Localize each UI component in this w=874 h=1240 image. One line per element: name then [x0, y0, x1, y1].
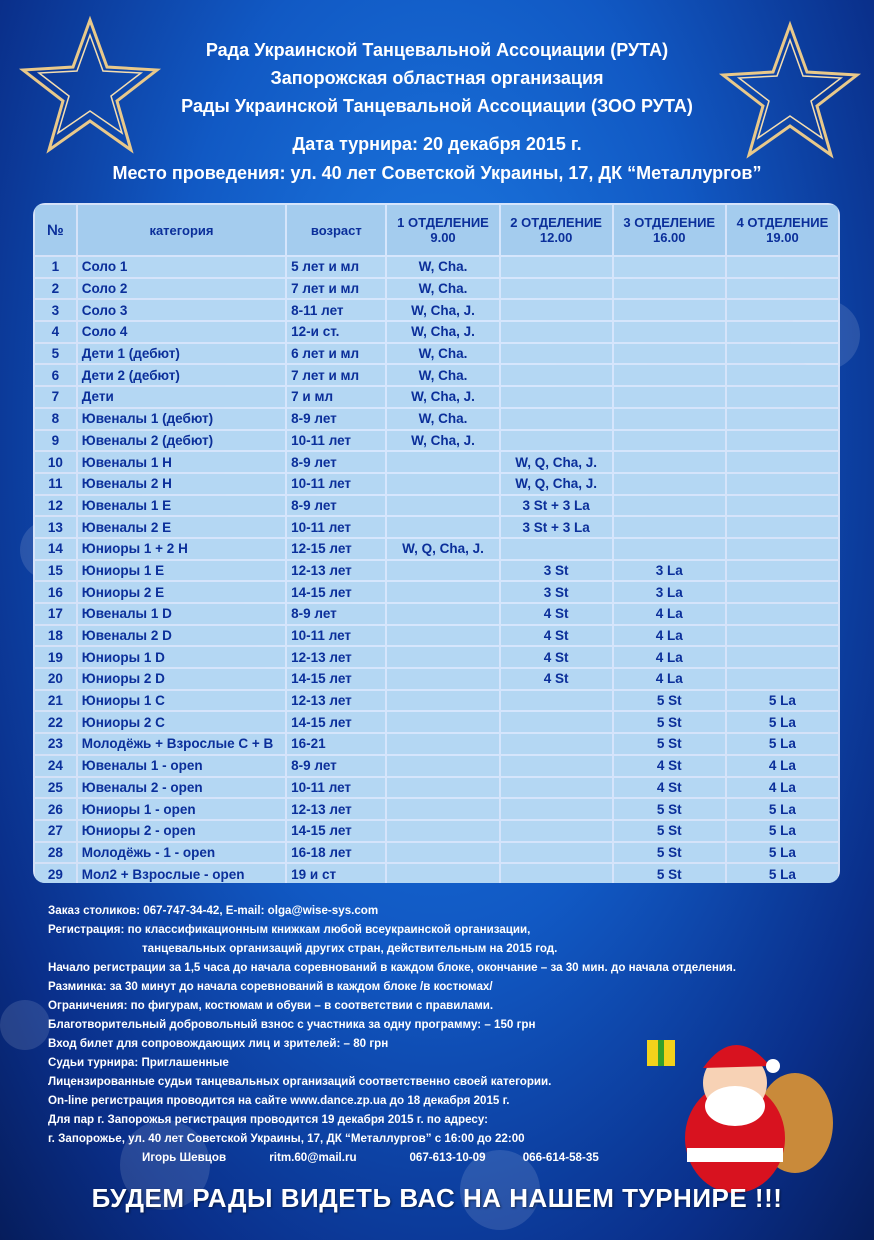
cell-session3: 5 St: [614, 864, 725, 883]
cell-session4: [727, 279, 838, 299]
cell-num: 15: [35, 561, 76, 581]
cell-session1: [387, 756, 498, 776]
info-licensed-judges: Лицензированные судьи танцевальных организаций соответственно своей категории.: [48, 1075, 552, 1088]
table-row: [35, 322, 838, 342]
cell-session3: 5 St: [614, 734, 725, 754]
cell-session2: [501, 691, 612, 711]
cell-session4: 4 La: [727, 756, 838, 776]
cell-session1: [387, 691, 498, 711]
cell-session2: W, Q, Cha, J.: [501, 474, 612, 494]
cell-session1: [387, 561, 498, 581]
cell-session4: [727, 431, 838, 451]
cell-num: 3: [35, 300, 76, 320]
cell-age: 14-15 лет: [287, 669, 385, 689]
cell-num: 14: [35, 539, 76, 559]
schedule-table: [33, 203, 840, 883]
cell-session2: [501, 734, 612, 754]
cell-session1: W, Cha.: [387, 365, 498, 385]
cell-category: Ювеналы 1 Е: [78, 496, 285, 516]
cell-session4: 5 La: [727, 691, 838, 711]
table-row: [35, 864, 838, 883]
cell-category: Юниоры 2 С: [78, 712, 285, 732]
cell-num: 5: [35, 344, 76, 364]
cell-session4: [727, 409, 838, 429]
info-local-address: г. Запорожье, ул. 40 лет Советской Украины, 17, ДК “Металлургов” с 16:00 до 22:00: [48, 1132, 525, 1145]
cell-session1: W, Cha.: [387, 409, 498, 429]
cell-session1: [387, 604, 498, 624]
cell-category: Соло 1: [78, 257, 285, 277]
col-session2-header: 2 ОТДЕЛЕНИЕ 12.00: [501, 205, 612, 255]
cell-session2: [501, 344, 612, 364]
cell-age: 8-9 лет: [287, 604, 385, 624]
cell-session4: [727, 257, 838, 277]
table-row: [35, 669, 838, 689]
cell-num: 25: [35, 778, 76, 798]
contact-name: Игорь Шевцов: [142, 1151, 227, 1164]
cell-session3: [614, 474, 725, 494]
cell-session3: [614, 257, 725, 277]
cell-category: Дети: [78, 387, 285, 407]
cell-session4: [727, 474, 838, 494]
cell-age: 7 лет и мл: [287, 279, 385, 299]
cell-num: 29: [35, 864, 76, 883]
cell-category: Ювеналы 2 (дебют): [78, 431, 285, 451]
table-row: [35, 561, 838, 581]
cell-num: 6: [35, 365, 76, 385]
cell-age: 8-9 лет: [287, 496, 385, 516]
cell-session3: 5 St: [614, 712, 725, 732]
table-row: [35, 778, 838, 798]
cell-session4: [727, 582, 838, 602]
cell-age: 10-11 лет: [287, 517, 385, 537]
contact-email: ritm.60@mail.ru: [269, 1151, 357, 1164]
cell-num: 11: [35, 474, 76, 494]
contact-phone-1: 067-613-10-09: [409, 1151, 486, 1164]
cell-session1: [387, 626, 498, 646]
cell-session1: W, Cha.: [387, 257, 498, 277]
cell-session3: 3 La: [614, 582, 725, 602]
cell-session1: [387, 496, 498, 516]
table-row: [35, 300, 838, 320]
cell-session1: W, Cha, J.: [387, 300, 498, 320]
cell-num: 12: [35, 496, 76, 516]
org-title-3: Рады Украинской Танцевальной Ассоциации (ЗОО РУТА): [181, 96, 693, 116]
cell-session3: [614, 431, 725, 451]
cell-category: Юниоры 2 D: [78, 669, 285, 689]
cell-category: Ювеналы 1 D: [78, 604, 285, 624]
contact-phone-2: 066-614-58-35: [522, 1151, 599, 1164]
cell-session3: 4 La: [614, 669, 725, 689]
cell-session1: W, Q, Cha, J.: [387, 539, 498, 559]
cell-age: 12-15 лет: [287, 539, 385, 559]
cell-session1: [387, 647, 498, 667]
cell-session4: 4 La: [727, 778, 838, 798]
cell-session1: [387, 582, 498, 602]
table-row: [35, 799, 838, 819]
table-row: [35, 387, 838, 407]
cell-session1: [387, 517, 498, 537]
cell-num: 27: [35, 821, 76, 841]
table-row: [35, 365, 838, 385]
cell-category: Ювеналы 2 Н: [78, 474, 285, 494]
cell-category: Юниоры 2 - open: [78, 821, 285, 841]
table-row: [35, 604, 838, 624]
cell-num: 26: [35, 799, 76, 819]
cell-session1: [387, 452, 498, 472]
col-session1-header: 1 ОТДЕЛЕНИЕ 9.00: [387, 205, 498, 255]
cell-session1: [387, 821, 498, 841]
cell-age: 10-11 лет: [287, 778, 385, 798]
cell-session1: [387, 864, 498, 883]
cell-session4: 5 La: [727, 799, 838, 819]
cell-age: 16-21: [287, 734, 385, 754]
cell-age: 14-15 лет: [287, 821, 385, 841]
schedule-table-panel: [33, 203, 840, 883]
cell-session1: [387, 799, 498, 819]
cell-session2: [501, 712, 612, 732]
cell-age: 14-15 лет: [287, 582, 385, 602]
cell-session1: [387, 712, 498, 732]
cell-session2: [501, 756, 612, 776]
cell-category: Соло 2: [78, 279, 285, 299]
cell-age: 12-13 лет: [287, 647, 385, 667]
cell-category: Ювеналы 2 D: [78, 626, 285, 646]
cell-age: 19 и ст: [287, 864, 385, 883]
info-online-registration: On-line регистрация проводится на сайте www.dance.zp.ua до 18 декабря 2015 г.: [48, 1094, 510, 1107]
cell-num: 21: [35, 691, 76, 711]
cell-session4: [727, 539, 838, 559]
cell-num: 8: [35, 409, 76, 429]
table-row: [35, 691, 838, 711]
cell-age: 8-9 лет: [287, 756, 385, 776]
col-age-header: возраст: [287, 205, 385, 255]
cell-session2: [501, 279, 612, 299]
col-session3-header: 3 ОТДЕЛЕНИЕ 16.00: [614, 205, 725, 255]
cell-session3: 5 St: [614, 799, 725, 819]
cell-session4: 5 La: [727, 864, 838, 883]
cell-session2: 3 St + 3 La: [501, 517, 612, 537]
cell-num: 13: [35, 517, 76, 537]
col-category-header: категория: [78, 205, 285, 255]
cell-category: Ювеналы 1 - open: [78, 756, 285, 776]
cell-session2: [501, 365, 612, 385]
cell-num: 22: [35, 712, 76, 732]
header: [0, 36, 874, 188]
cell-category: Ювеналы 2 - open: [78, 778, 285, 798]
cell-age: 12-13 лет: [287, 799, 385, 819]
cell-session3: [614, 452, 725, 472]
cell-session3: [614, 496, 725, 516]
cell-session3: [614, 409, 725, 429]
cell-session3: 3 La: [614, 561, 725, 581]
cell-category: Дети 1 (дебют): [78, 344, 285, 364]
cell-num: 23: [35, 734, 76, 754]
cell-session4: 5 La: [727, 712, 838, 732]
table-row: [35, 474, 838, 494]
cell-num: 18: [35, 626, 76, 646]
cell-session2: 3 St: [501, 582, 612, 602]
cell-age: 12-13 лет: [287, 691, 385, 711]
cell-num: 20: [35, 669, 76, 689]
cell-session2: 4 St: [501, 647, 612, 667]
cell-num: 10: [35, 452, 76, 472]
table-row: [35, 821, 838, 841]
table-row: [35, 431, 838, 451]
cell-session3: 5 St: [614, 843, 725, 863]
cell-session3: 4 St: [614, 778, 725, 798]
cell-age: 16-18 лет: [287, 843, 385, 863]
table-row: [35, 734, 838, 754]
table-row: [35, 452, 838, 472]
table-row: [35, 582, 838, 602]
cell-age: 10-11 лет: [287, 474, 385, 494]
cell-session2: [501, 864, 612, 883]
cell-session4: [727, 344, 838, 364]
info-registration: Регистрация: по классификационным книжкам любой всеукраинской организации,: [48, 923, 531, 936]
cell-category: Юниоры 2 Е: [78, 582, 285, 602]
cell-category: Ювеналы 1 (дебют): [78, 409, 285, 429]
cell-session4: [727, 496, 838, 516]
cell-age: 6 лет и мл: [287, 344, 385, 364]
cell-num: 4: [35, 322, 76, 342]
table-row: [35, 279, 838, 299]
cell-session4: [727, 626, 838, 646]
org-title-1: Рада Украинской Танцевальной Ассоциации (РУТА): [205, 40, 669, 60]
cell-session3: 5 St: [614, 821, 725, 841]
cell-session2: [501, 409, 612, 429]
col-num-header: №: [35, 205, 76, 255]
cell-age: 10-11 лет: [287, 626, 385, 646]
cell-num: 17: [35, 604, 76, 624]
cell-num: 28: [35, 843, 76, 863]
cell-session4: [727, 452, 838, 472]
cell-category: Юниоры 1 D: [78, 647, 285, 667]
cell-session4: [727, 561, 838, 581]
cell-session2: [501, 322, 612, 342]
bokeh-decoration: [0, 1000, 50, 1050]
cell-session2: 3 St + 3 La: [501, 496, 612, 516]
cell-session2: [501, 843, 612, 863]
cell-session3: 4 La: [614, 647, 725, 667]
cell-session3: [614, 517, 725, 537]
cell-age: 8-9 лет: [287, 409, 385, 429]
cell-session1: W, Cha.: [387, 279, 498, 299]
info-ticket: Вход билет для сопровождающих лиц и зрителей: – 80 грн: [48, 1037, 389, 1050]
info-registration-cont: танцевальных организаций других стран, действительным на 2015 год.: [142, 942, 558, 955]
org-title-2: Запорожская областная организация: [270, 68, 604, 88]
cell-session1: [387, 778, 498, 798]
cell-session2: [501, 821, 612, 841]
cell-age: 5 лет и мл: [287, 257, 385, 277]
cell-session2: 4 St: [501, 669, 612, 689]
cell-category: Юниоры 1 С: [78, 691, 285, 711]
cell-session4: [727, 365, 838, 385]
cell-category: Мол2 + Взрослые - open: [78, 864, 285, 883]
cell-session2: [501, 778, 612, 798]
cell-session4: 5 La: [727, 821, 838, 841]
cell-session4: [727, 322, 838, 342]
cell-session1: [387, 734, 498, 754]
cell-category: Молодёжь + Взрослые С + В: [78, 734, 285, 754]
cell-session1: [387, 843, 498, 863]
cell-category: Юниоры 1 Е: [78, 561, 285, 581]
cell-session4: [727, 647, 838, 667]
info-fee: Благотворительный добровольный взнос с участника за одну программу: – 150 грн: [48, 1018, 536, 1031]
cell-age: 10-11 лет: [287, 431, 385, 451]
cell-session3: 5 St: [614, 691, 725, 711]
cell-num: 1: [35, 257, 76, 277]
tournament-date: Дата турнира: 20 декабря 2015 г.: [292, 134, 582, 154]
cell-session2: [501, 799, 612, 819]
cell-session2: [501, 387, 612, 407]
cell-category: Соло 4: [78, 322, 285, 342]
cell-session2: [501, 431, 612, 451]
cell-age: 8-11 лет: [287, 300, 385, 320]
cell-session1: [387, 669, 498, 689]
cell-num: 16: [35, 582, 76, 602]
santa-illustration: [645, 1028, 845, 1198]
cell-num: 2: [35, 279, 76, 299]
cell-category: Ювеналы 1 Н: [78, 452, 285, 472]
table-header-row: [35, 205, 838, 255]
cell-session2: 4 St: [501, 626, 612, 646]
cell-session4: [727, 300, 838, 320]
info-registration-start: Начало регистрации за 1,5 часа до начала соревнований в каждом блоке, окончание – за 30 мин. до начала отделения.: [48, 961, 736, 974]
cell-session3: [614, 322, 725, 342]
table-row: [35, 539, 838, 559]
cell-session3: [614, 279, 725, 299]
cell-session3: 4 St: [614, 756, 725, 776]
cell-session2: 3 St: [501, 561, 612, 581]
cell-category: Юниоры 1 - open: [78, 799, 285, 819]
cell-session3: 4 La: [614, 626, 725, 646]
table-row: [35, 344, 838, 364]
cell-session3: [614, 344, 725, 364]
cell-age: 8-9 лет: [287, 452, 385, 472]
cell-age: 14-15 лет: [287, 712, 385, 732]
cell-session3: [614, 539, 725, 559]
cell-session4: [727, 604, 838, 624]
cell-category: Соло 3: [78, 300, 285, 320]
cell-session1: W, Cha.: [387, 344, 498, 364]
cell-num: 19: [35, 647, 76, 667]
cell-age: 12-13 лет: [287, 561, 385, 581]
cell-age: 12-и ст.: [287, 322, 385, 342]
col-session4-header: 4 ОТДЕЛЕНИЕ 19.00: [727, 205, 838, 255]
cell-session4: [727, 387, 838, 407]
cell-age: 7 и мл: [287, 387, 385, 407]
cell-category: Дети 2 (дебют): [78, 365, 285, 385]
table-row: [35, 409, 838, 429]
cell-num: 7: [35, 387, 76, 407]
cell-num: 9: [35, 431, 76, 451]
table-row: [35, 626, 838, 646]
cell-session4: 5 La: [727, 734, 838, 754]
cell-session4: 5 La: [727, 843, 838, 863]
cell-session1: W, Cha, J.: [387, 322, 498, 342]
cell-session3: 4 La: [614, 604, 725, 624]
cell-category: Молодёжь - 1 - open: [78, 843, 285, 863]
table-row: [35, 257, 838, 277]
cell-num: 24: [35, 756, 76, 776]
info-local-registration: Для пар г. Запорожья регистрация проводится 19 декабря 2015 г. по адресу:: [48, 1113, 488, 1126]
table-row: [35, 843, 838, 863]
cell-session4: [727, 669, 838, 689]
cell-session1: W, Cha, J.: [387, 387, 498, 407]
cell-session4: [727, 517, 838, 537]
table-row: [35, 712, 838, 732]
cell-session1: W, Cha, J.: [387, 431, 498, 451]
table-row: [35, 756, 838, 776]
info-tables: Заказ столиков: 067-747-34-42, E-mail: olga@wise-sys.com: [48, 904, 379, 917]
cell-session3: [614, 365, 725, 385]
cell-category: Юниоры 1 + 2 Н: [78, 539, 285, 559]
cell-session2: [501, 257, 612, 277]
cell-session3: [614, 387, 725, 407]
cell-category: Ювеналы 2 Е: [78, 517, 285, 537]
cell-session3: [614, 300, 725, 320]
cell-session2: W, Q, Cha, J.: [501, 452, 612, 472]
table-row: [35, 496, 838, 516]
slogan: БУДЕМ РАДЫ ВИДЕТЬ ВАС НА НАШЕМ ТУРНИРЕ !!!: [91, 1183, 783, 1213]
info-judges: Судьи турнира: Приглашенные: [48, 1056, 229, 1069]
cell-session2: 4 St: [501, 604, 612, 624]
table-row: [35, 517, 838, 537]
cell-age: 7 лет и мл: [287, 365, 385, 385]
table-row: [35, 647, 838, 667]
info-warmup: Разминка: за 30 минут до начала соревнований в каждом блоке /в костюмах/: [48, 980, 493, 993]
info-restrictions: Ограничения: по фигурам, костюмам и обуви – в соответствии с правилами.: [48, 999, 494, 1012]
cell-session2: [501, 539, 612, 559]
tournament-place: Место проведения: ул. 40 лет Советской Украины, 17, ДК “Металлургов”: [112, 163, 762, 183]
cell-session1: [387, 474, 498, 494]
cell-session2: [501, 300, 612, 320]
